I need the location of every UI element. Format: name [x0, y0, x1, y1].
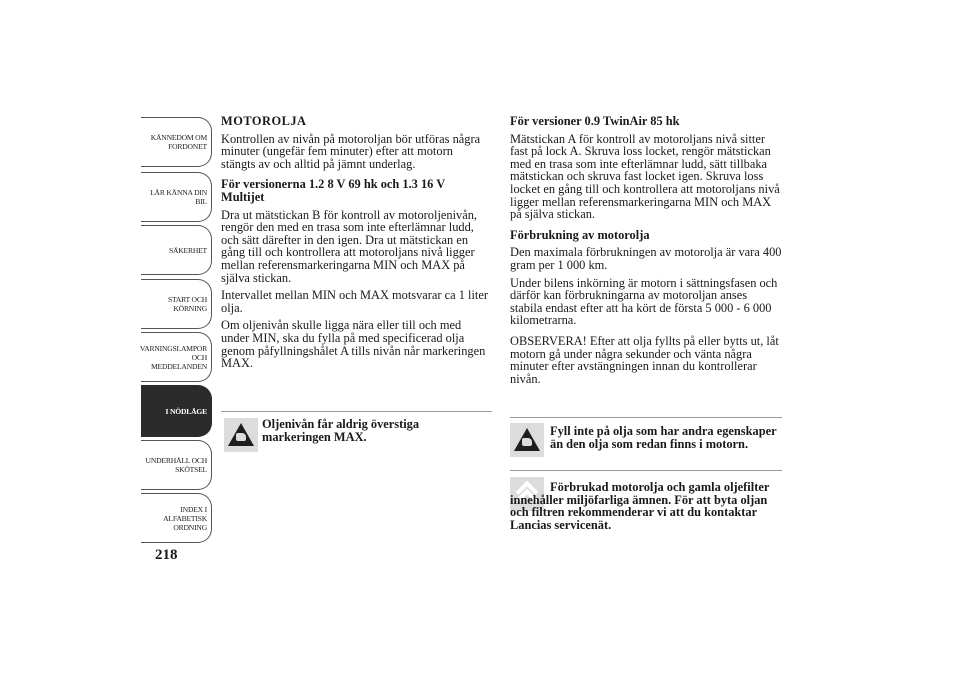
tab-label: LÄR KÄNNA DIN BIL [150, 188, 207, 206]
tab-start-och-korning[interactable] [141, 279, 212, 329]
paragraph: Om oljenivån skulle ligga nära eller till och med under MIN, ska du fylla på med specificerad olja genom påfyllningshålet A tills nivån når markeringen MAX. [221, 318, 486, 371]
divider [510, 470, 782, 471]
warning-note: Oljenivån får aldrig överstiga markeringen MAX. [262, 417, 420, 444]
paragraph: Intervallet mellan MIN och MAX motsvarar ca 1 liter olja. [221, 288, 488, 315]
tab-kannedom-om-fordonet[interactable] [141, 117, 212, 167]
subsection-heading: För versionerna 1.2 8 V 69 hk och 1.3 16 V Multijet [221, 177, 445, 204]
paragraph: Kontrollen av nivån på motoroljan bör utföras några minuter (ungefär fem minuter) efter att motorn stängts av och alltid på jämnt underlag. [221, 131, 481, 171]
paragraph: Mätstickan A för kontroll av motoroljans nivå sitter fast på lock A. Skruva loss locket, rengör mätstickan med en trasa som inte efterlämnar ludd, sätt tillbaka mätstickan och skruva fast locket igen. Skruva loss locket en gång till och kontrollera att motoroljans nivå ligger mellan referensmarkeringarna MIN och MAX på själva stickan. [510, 131, 780, 222]
page-number: 218 [155, 547, 178, 563]
tab-label: START OCH KÖRNING [168, 295, 207, 313]
warning-icon [510, 423, 544, 457]
tab-label: KÄNNEDOM OM FORDONET [150, 133, 207, 151]
paragraph: Dra ut mätstickan B för kontroll av motoroljenivån, rengör den med en trasa som inte efterlämnar ludd, och sätt därefter in den igen. Dra ut mätstickan en gång till och kontrollera att motoroljans nivå ligger mellan referensmarkeringarna MIN och MAX på själva stickan. [221, 207, 478, 285]
tab-lar-kanna-din-bil[interactable] [141, 172, 212, 222]
warning-note: Fyll inte på olja som har andra egenskaper än den olja som redan finns i motorn. [550, 424, 777, 451]
tab-varningslampor[interactable] [141, 332, 212, 382]
left-column [221, 115, 489, 375]
tab-label: INDEX I ALFABETISK ORDNING [163, 504, 207, 532]
tab-label: UNDERHÅLL OCH SKÖTSEL [145, 456, 207, 474]
warning-icon [224, 418, 258, 452]
paragraph: OBSERVERA! Efter att olja fyllts på eller bytts ut, låt motorn gå under några sekunder och vänta några minuter efter avstängningen innan du kontrollerar nivån. [510, 333, 779, 386]
paragraph: Under bilens inkörning är motorn i sättningsfasen och därför kan förbrukningarna av motoroljan anses stabila endast efter att ha kört de första 5 000 - 6 000 kilometrarna. [510, 275, 778, 328]
section-heading: MOTOROLJA [221, 114, 307, 128]
divider [221, 411, 492, 412]
environment-note: Förbrukad motorolja och gamla oljefilter innehåller miljöfarliga ämnen. För att byta oljan och filtren rekommenderar vi att du kontaktar Lancias servicenät. [510, 480, 770, 532]
tab-label: I NÖDLÄGE [165, 406, 207, 416]
paragraph: Den maximala förbrukningen av motorolja är vara 400 gram per 1 000 km. [510, 245, 782, 272]
tab-label: SÄKERHET [168, 245, 207, 255]
tab-index[interactable] [141, 493, 212, 543]
right-column [510, 115, 782, 390]
tab-i-nodlage[interactable] [141, 385, 212, 437]
tab-sakerhet[interactable] [141, 225, 212, 275]
subsection-heading: För versioner 0.9 TwinAir 85 hk [510, 114, 680, 128]
subsection-heading: Förbrukning av motorolja [510, 227, 650, 242]
divider [510, 417, 782, 418]
tab-underhall-och-skotsel[interactable] [141, 440, 212, 490]
tab-label: VARNINGSLAMPOR OCH MEDDELANDEN [139, 343, 207, 371]
